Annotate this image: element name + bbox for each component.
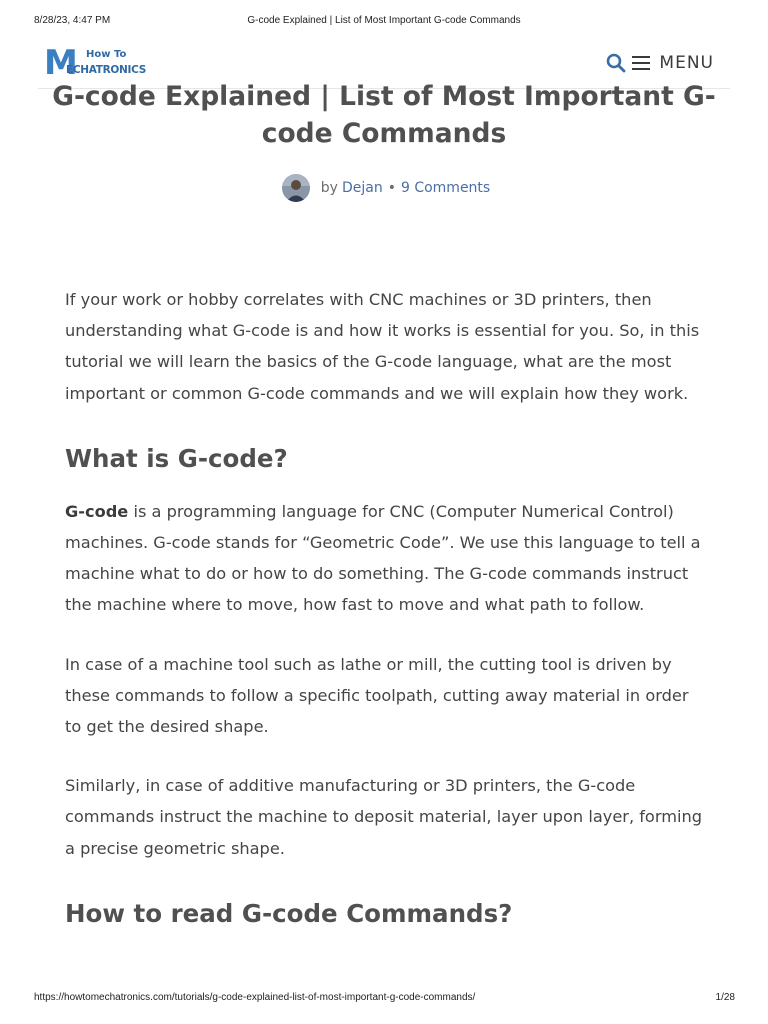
print-page-number: 1/28	[715, 992, 735, 1003]
comments-link[interactable]: 9 Comments	[400, 180, 491, 196]
additive-paragraph: Similarly, in case of additive manufacturing or 3D printers, the G-code commands instruct the machine to deposit material, layer upon layer, forming a precise geometric shape.	[65, 776, 703, 858]
byline-prefix: by	[320, 180, 338, 196]
section-heading-how-to-read: How to read G-code Commands?	[65, 898, 513, 928]
author-link[interactable]: Dejan	[341, 180, 383, 196]
site-logo[interactable]	[44, 43, 147, 83]
print-page-title: G-code Explained | List of Most Important G-code Commands	[247, 15, 521, 26]
menu-button[interactable]: MENU	[659, 53, 714, 73]
print-datetime: 8/28/23, 4:47 PM	[34, 15, 111, 26]
article-title: G-code Explained | List of Most Important G-code Commands	[52, 81, 716, 149]
logo-top-text: How To	[86, 49, 127, 60]
section-heading-what-is-gcode: What is G-code?	[65, 443, 288, 473]
avatar[interactable]	[282, 174, 310, 202]
byline-separator: •	[387, 180, 396, 196]
definition-paragraph	[65, 496, 705, 621]
definition-text: is a programming language for CNC (Computer Numerical Control) machines. G-code stands for “Geometric Code”. We use this language to tell a machine what to do or how to do something. The G-code commands instruct the machine where to move, how fast to move and what path to follow.	[65, 501, 701, 615]
logo-letter: M	[44, 43, 77, 83]
logo-bottom-text: ECHATRONICS	[66, 64, 147, 76]
menu-icon[interactable]	[631, 55, 651, 71]
byline	[0, 174, 768, 202]
search-icon[interactable]	[606, 53, 626, 73]
lathe-paragraph: In case of a machine tool such as lathe or mill, the cutting tool is driven by these commands to follow a specific toolpath, cutting away material in order to get the desired shape.	[65, 654, 689, 737]
definition-term: G-code	[65, 501, 129, 521]
intro-paragraph: If your work or hobby correlates with CNC machines or 3D printers, then understanding what G-code is and how it works is essential for you. So, in this tutorial we will learn the basics of the G-code language, what are the most important or common G-code commands and we will explain how they work.	[65, 290, 700, 403]
article-content	[65, 284, 705, 930]
header-actions	[606, 52, 714, 74]
print-url: https://howtomechatronics.com/tutorials/g-code-explained-list-of-most-important-g-code-commands/	[34, 992, 476, 1003]
